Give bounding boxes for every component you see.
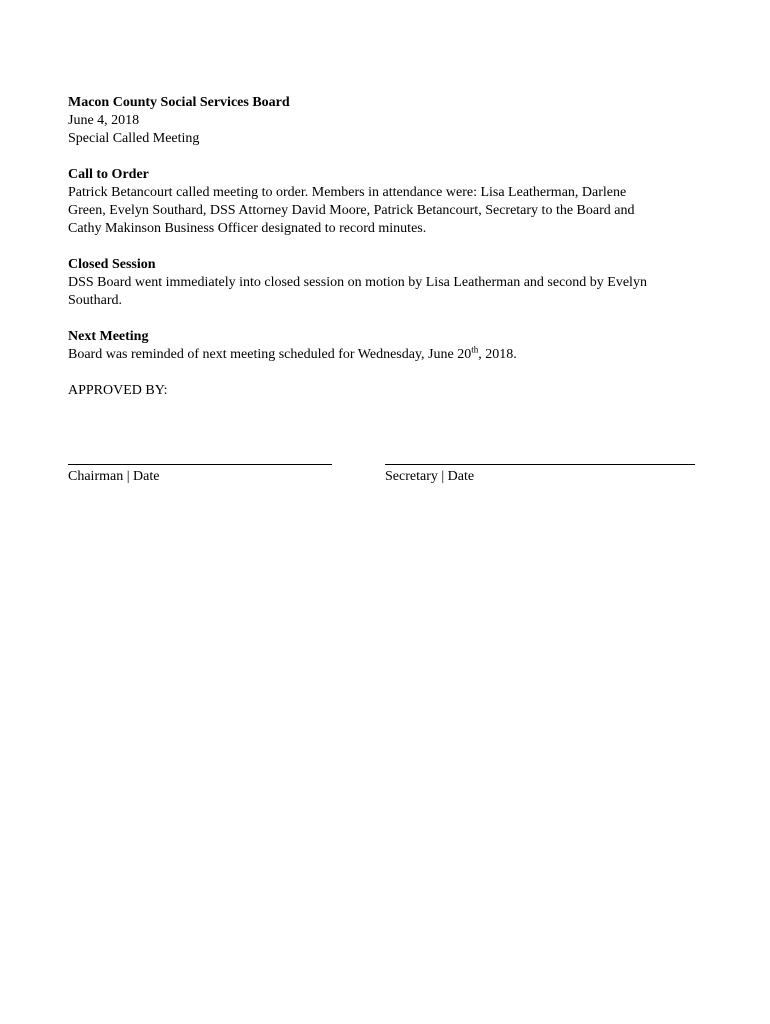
spacer: [68, 364, 708, 382]
spacer: [68, 238, 708, 256]
call-to-order-line: Green, Evelyn Southard, DSS Attorney David Moore, Patrick Betancourt, Secretary to the Board and: [68, 203, 635, 218]
chairman-signature-line: [68, 464, 332, 465]
call-to-order-line: Cathy Makinson Business Officer designated to record minutes.: [68, 221, 427, 236]
meeting-type: Special Called Meeting: [68, 131, 200, 146]
organization-title: Macon County Social Services Board: [68, 95, 290, 110]
call-to-order-heading: Call to Order: [68, 167, 149, 182]
date-ordinal-suffix: th: [471, 344, 479, 355]
approved-by-label: APPROVED BY:: [68, 383, 168, 398]
closed-session-line: Southard.: [68, 293, 123, 308]
call-to-order-line: Patrick Betancourt called meeting to order. Members in attendance were: Lisa Leatherman, Darlene: [68, 185, 627, 200]
closed-session-line: DSS Board went immediately into closed session on motion by Lisa Leatherman and second by Evelyn: [68, 275, 647, 290]
secretary-signature-line: [385, 464, 695, 465]
next-meeting-heading: Next Meeting: [68, 329, 149, 344]
next-meeting-text: [68, 346, 708, 364]
meeting-date: June 4, 2018: [68, 113, 140, 128]
chairman-date-label: Chairman | Date: [68, 469, 160, 484]
spacer: [68, 310, 708, 328]
closed-session-heading: Closed Session: [68, 257, 156, 272]
spacer: [68, 148, 708, 166]
signature-area: [68, 464, 708, 494]
next-meeting-text-before: Board was reminded of next meeting scheduled for Wednesday, June 20: [68, 347, 472, 362]
next-meeting-text-after: , 2018.: [478, 347, 517, 362]
secretary-date-label: Secretary | Date: [385, 469, 475, 484]
document-body: [68, 94, 708, 400]
